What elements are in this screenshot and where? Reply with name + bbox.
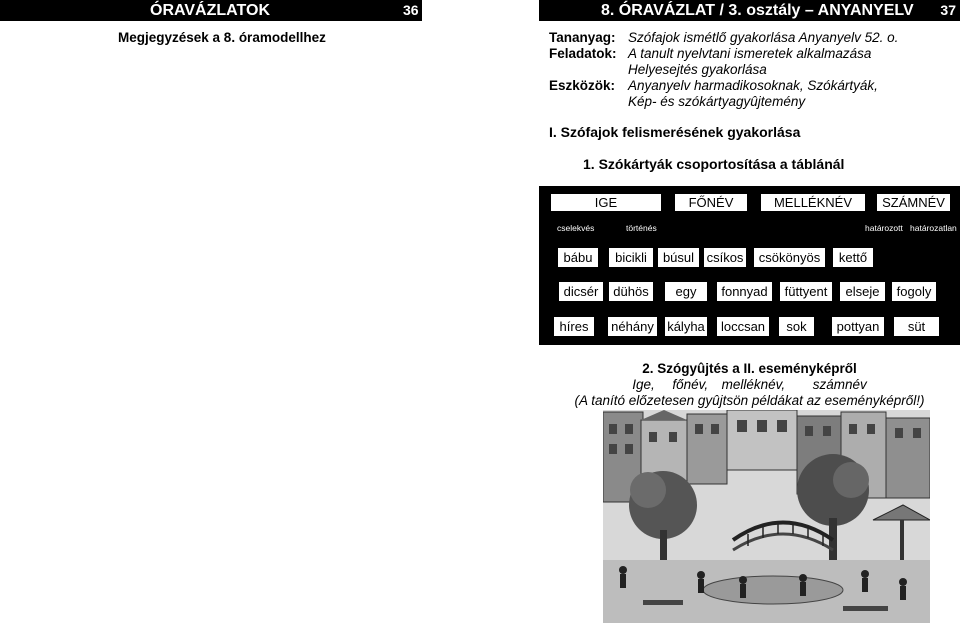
right-page-title: 8. ÓRAVÁZLAT / 3. osztály – ANYANYELV xyxy=(601,2,914,19)
word-card[interactable]: néhány xyxy=(608,317,657,336)
word-card[interactable]: dicsér xyxy=(559,282,603,301)
word-card[interactable]: fonnyad xyxy=(717,282,772,301)
eszkozok-value-1: Anyanyelv harmadikosoknak, Szókártyák, xyxy=(628,78,878,93)
feladatok-value-1: A tanult nyelvtani ismeretek alkalmazása xyxy=(628,46,872,61)
word-card[interactable]: híres xyxy=(554,317,594,336)
word-card[interactable]: pottyan xyxy=(832,317,884,336)
word-card-board xyxy=(539,186,960,345)
feladatok-value-2: Helyesejtés gyakorlása xyxy=(628,62,767,77)
subcategory-hatarozott: határozott xyxy=(865,223,903,233)
word-card[interactable]: fogoly xyxy=(892,282,936,301)
word-card[interactable]: bábu xyxy=(558,248,598,267)
eszkozok-label: Eszközök: xyxy=(549,78,616,93)
right-page-number: 37 xyxy=(940,2,956,18)
left-page-header xyxy=(0,0,422,21)
category-fonev: FŐNÉV xyxy=(675,194,747,211)
tananyag-label: Tananyag: xyxy=(549,30,616,45)
eszkozok-value-2: Kép- és szókártyagyûjtemény xyxy=(628,94,806,109)
word-card[interactable]: elseje xyxy=(840,282,885,301)
word-ige: Ige, xyxy=(632,377,655,392)
left-page-title: ÓRAVÁZLATOK xyxy=(150,2,270,19)
task-2-word-list xyxy=(539,377,960,392)
word-szamnev: számnév xyxy=(812,377,867,392)
word-card[interactable]: kettő xyxy=(833,248,873,267)
word-card[interactable]: süt xyxy=(894,317,939,336)
word-card[interactable]: búsul xyxy=(658,248,699,267)
task-2-title: 2. Szógyûjtés a II. eseményképről xyxy=(642,361,857,376)
section-1-title: I. Szófajok felismerésének gyakorlása xyxy=(549,124,801,140)
word-card[interactable]: kályha xyxy=(665,317,707,336)
category-ige: IGE xyxy=(551,194,661,211)
word-card[interactable]: sok xyxy=(779,317,814,336)
word-card[interactable]: loccsan xyxy=(717,317,769,336)
task-1-title: 1. Szókártyák csoportosítása a táblánál xyxy=(583,156,845,172)
tananyag-value: Szófajok ismétlő gyakorlása Anyanyelv 52. o. xyxy=(628,30,899,45)
word-card[interactable]: csíkos xyxy=(704,248,746,267)
left-page-number: 36 xyxy=(403,2,419,18)
word-card[interactable]: füttyent xyxy=(780,282,832,301)
word-card[interactable]: egy xyxy=(665,282,707,301)
event-picture xyxy=(603,410,930,623)
word-fonev: főnév, xyxy=(672,377,709,392)
feladatok-label: Feladatok: xyxy=(549,46,617,61)
subcategory-hatarozatlan: határozatlan xyxy=(910,223,957,233)
word-melleknev: melléknév, xyxy=(721,377,786,392)
category-melleknev: MELLÉKNÉV xyxy=(761,194,865,211)
word-card[interactable]: dühös xyxy=(609,282,653,301)
town-square-illustration xyxy=(603,410,930,623)
right-page-header xyxy=(539,0,960,21)
category-szamnev: SZÁMNÉV xyxy=(877,194,950,211)
task-2-note: (A tanító előzetesen gyûjtsön példákat az eseményképről!) xyxy=(574,393,925,408)
word-card[interactable]: csökönyös xyxy=(754,248,825,267)
side-note: Megjegyzések a 8. óramodellhez xyxy=(118,30,326,45)
word-card[interactable]: bicikli xyxy=(609,248,653,267)
subcategory-tortenes: történés xyxy=(626,223,657,233)
subcategory-cselekves: cselekvés xyxy=(557,223,595,233)
